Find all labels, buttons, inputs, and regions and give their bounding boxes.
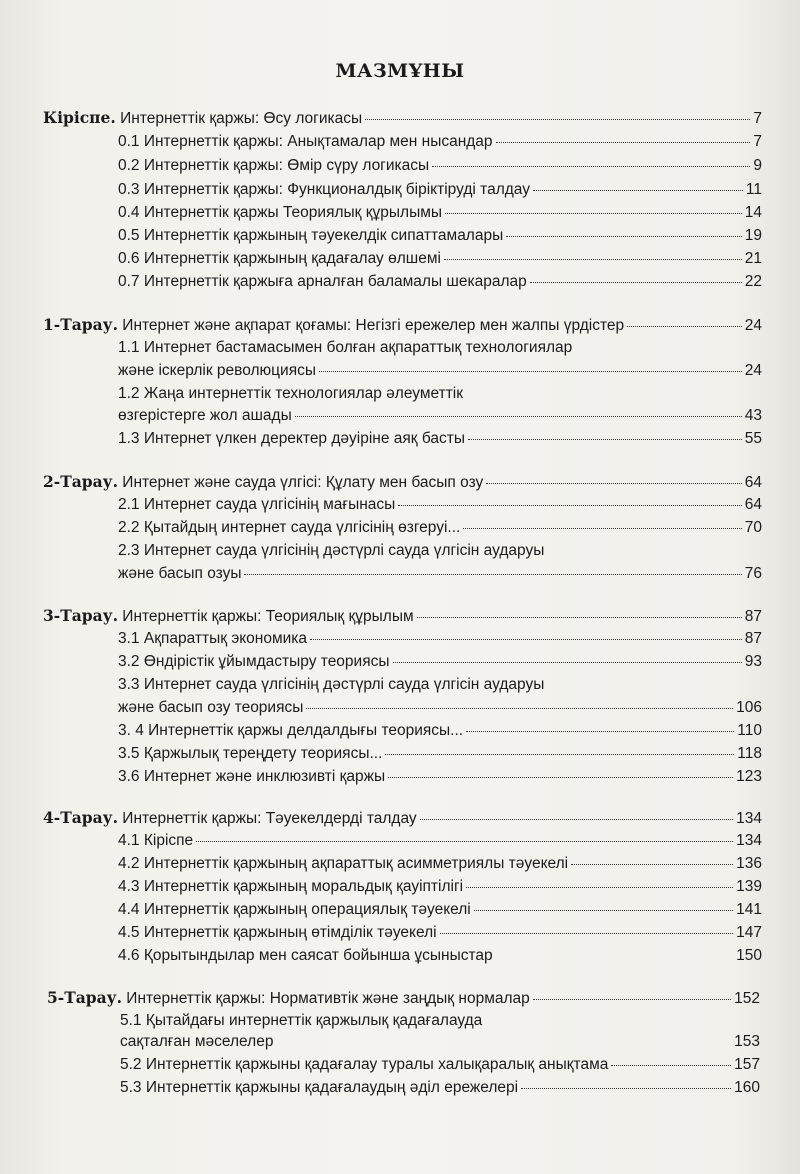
page-number: 7 <box>753 110 762 127</box>
toc-entry[interactable] <box>118 226 762 246</box>
page-number: 153 <box>734 1033 760 1050</box>
page-number: 21 <box>744 250 762 267</box>
leader-dots <box>310 639 742 640</box>
toc-entry[interactable] <box>118 946 762 966</box>
toc-entry[interactable] <box>118 406 762 426</box>
entry-title-line-2: және басып озуы <box>118 565 242 582</box>
page-number: 139 <box>736 878 762 895</box>
leader-dots <box>611 1065 731 1066</box>
entry-title: 2.2 Қытайдың интернет сауда үлгісінің өзгеруі... <box>118 519 461 536</box>
page-number: 64 <box>744 496 762 513</box>
leader-dots <box>244 574 741 575</box>
page-number: 22 <box>744 273 762 290</box>
toc-entry[interactable] <box>118 854 762 874</box>
page-number: 106 <box>736 699 762 716</box>
toc-entry[interactable] <box>118 495 762 515</box>
toc-chapter-1[interactable] <box>43 315 762 336</box>
toc-chapter-3[interactable] <box>43 606 762 627</box>
entry-title: 0.1 Интернеттік қаржы: Анықтамалар мен нысандар <box>118 133 493 150</box>
toc-chapter-4[interactable] <box>43 808 762 829</box>
entry-title: 0.6 Интернеттік қаржының қадағалау өлшемі <box>118 250 441 267</box>
toc-entry[interactable] <box>118 361 762 381</box>
entry-title: 4.2 Интернеттік қаржының ақпараттық асимметриялы тәуекелі <box>118 855 569 872</box>
page-number: 9 <box>753 157 762 174</box>
chapter-prefix: 3-Тарау. <box>43 606 118 625</box>
entry-title: 0.3 Интернеттік қаржы: Функционалдық біріктіруді талдау <box>118 181 530 198</box>
toc-entry[interactable] <box>118 767 762 787</box>
leader-dots <box>533 190 743 191</box>
page-number: 152 <box>734 990 760 1007</box>
entry-title-line-1[interactable]: 2.3 Интернет сауда үлгісінің дәстүрлі сауда үлгісін аударуы <box>118 542 545 559</box>
chapter-prefix: 4-Тарау. <box>43 808 118 827</box>
leader-dots <box>388 777 733 778</box>
toc-entry[interactable] <box>118 652 762 672</box>
leader-dots <box>486 483 741 484</box>
page-number: 64 <box>744 474 762 491</box>
entry-title: 3.5 Қаржылық тереңдету теориясы... <box>118 745 383 762</box>
entry-title: 4.5 Интернеттік қаржының өтімділік тәуекелі <box>118 924 437 941</box>
toc-chapter-2[interactable] <box>43 472 762 493</box>
entry-title: 5.2 Интернеттік қаржыны қадағалау туралы халықаралық анықтама <box>120 1056 609 1073</box>
page-number: 70 <box>744 519 762 536</box>
page-number: 134 <box>736 810 762 827</box>
toc-entry[interactable] <box>118 272 762 292</box>
entry-title: 0.7 Интернеттік қаржыға арналған баламалы шекаралар <box>118 273 527 290</box>
leader-dots <box>444 259 742 260</box>
page-number: 43 <box>744 407 762 424</box>
toc-entry[interactable] <box>118 831 762 851</box>
entry-title: 0.4 Интернеттік қаржы Теориялық құрылымы <box>118 204 443 221</box>
toc-entry[interactable] <box>118 203 762 223</box>
entry-title: 3.1 Ақпараттық экономика <box>118 630 308 647</box>
leader-dots <box>295 416 742 417</box>
chapter-prefix: 2-Тарау. <box>43 472 118 491</box>
toc-entry[interactable] <box>118 698 762 718</box>
leader-dots <box>420 819 733 820</box>
entry-title-line-2: және басып озу теориясы <box>118 699 304 716</box>
toc-entry[interactable] <box>118 180 762 200</box>
page-number: 118 <box>737 745 762 762</box>
leader-dots <box>276 1042 731 1043</box>
toc-entry[interactable] <box>118 132 762 152</box>
leader-dots <box>506 236 742 237</box>
toc-entry[interactable] <box>120 1032 760 1052</box>
toc-entry[interactable] <box>118 877 762 897</box>
page-number: 136 <box>736 855 762 872</box>
leader-dots <box>398 505 741 506</box>
leader-dots <box>466 887 733 888</box>
leader-dots <box>306 708 733 709</box>
page-number: 87 <box>744 630 762 647</box>
toc-chapter-intro[interactable] <box>43 108 762 129</box>
leader-dots <box>393 662 742 663</box>
entry-title: 4.4 Интернеттік қаржының операциялық тәуекелі <box>118 901 471 918</box>
chapter-prefix: 1-Тарау. <box>43 315 118 334</box>
entry-title: 3. 4 Интернеттік қаржы делдалдығы теориясы... <box>118 722 464 739</box>
page-number: 134 <box>736 832 762 849</box>
toc-chapter-5[interactable] <box>47 988 760 1009</box>
leader-dots <box>385 754 734 755</box>
entry-title: 4.1 Кіріспе <box>118 832 194 849</box>
leader-dots <box>496 956 733 957</box>
leader-dots <box>365 119 750 120</box>
entry-title: 4.3 Интернеттік қаржының моральдық қауіптілігі <box>118 878 464 895</box>
leader-dots <box>571 864 733 865</box>
entry-title: 3.2 Өндірістік ұйымдастыру теориясы <box>118 653 390 670</box>
entry-title-line-1[interactable]: 3.3 Интернет сауда үлгісінің дәстүрлі сауда үлгісін аударуы <box>118 676 545 693</box>
leader-dots <box>417 617 742 618</box>
entry-title-line-2: сақталған мәселелер <box>120 1033 274 1050</box>
leader-dots <box>466 731 734 732</box>
entry-title-line-2: өзгерістерге жол ашады <box>118 407 292 424</box>
page-number: 160 <box>734 1079 760 1096</box>
leader-dots <box>533 999 731 1000</box>
entry-title: 0.2 Интернеттік қаржы: Өмір сүру логикасы <box>118 157 430 174</box>
chapter-title: Интернеттік қаржы: Теориялық құрылым <box>118 608 414 625</box>
leader-dots <box>432 166 750 167</box>
chapter-prefix: Кіріспе. <box>43 108 116 127</box>
entry-title: 2.1 Интернет сауда үлгісінің мағынасы <box>118 496 396 513</box>
leader-dots <box>468 439 742 440</box>
page-number: 150 <box>736 947 762 964</box>
leader-dots <box>474 910 733 911</box>
entry-title: 3.6 Интернет және инклюзивті қаржы <box>118 768 386 785</box>
toc-entry[interactable] <box>118 249 762 269</box>
toc-entry[interactable] <box>118 900 762 920</box>
toc-entry[interactable] <box>118 518 762 538</box>
page-number: 110 <box>737 722 762 739</box>
toc-entry[interactable] <box>118 721 762 741</box>
entry-title: 4.6 Қорытындылар мен саясат бойынша ұсыныстар <box>118 947 493 964</box>
leader-dots <box>196 841 733 842</box>
page-number: 7 <box>753 133 762 150</box>
page-number: 76 <box>744 565 762 582</box>
chapter-title: Интернет және сауда үлгісі: Құлату мен басып озу <box>118 474 484 491</box>
page-number: 93 <box>744 653 762 670</box>
toc-entry[interactable] <box>120 1055 760 1075</box>
entry-title-line-1[interactable]: 1.1 Интернет бастамасымен болған ақпараттық технологиялар <box>118 339 573 356</box>
entry-title-line-2: және іскерлік революциясы <box>118 362 316 379</box>
page-number: 123 <box>736 768 762 785</box>
chapter-title: Интернеттік қаржы: Тәуекелдерді талдау <box>118 810 417 827</box>
toc-entry[interactable] <box>120 1078 760 1098</box>
chapter-title: Интернет және ақпарат қоғамы: Негізгі ережелер мен жалпы үрдістер <box>118 317 625 334</box>
page-number: 141 <box>736 901 762 918</box>
leader-dots <box>627 326 742 327</box>
leader-dots <box>445 213 742 214</box>
leader-dots <box>530 282 742 283</box>
page-number: 14 <box>744 204 762 221</box>
page-number: 147 <box>736 924 762 941</box>
leader-dots <box>496 142 751 143</box>
toc-entry[interactable] <box>118 629 762 649</box>
toc-entry[interactable] <box>118 923 762 943</box>
entry-title: 1.3 Интернет үлкен деректер дәуіріне аяқ басты <box>118 430 466 447</box>
toc-entry[interactable] <box>118 744 762 764</box>
entry-title-line-1[interactable]: 5.1 Қытайдағы интернеттік қаржылық қадағалауда <box>120 1012 483 1029</box>
chapter-prefix: 5-Тарау. <box>47 988 122 1007</box>
chapter-title: Интернеттік қаржы: Өсу логикасы <box>115 110 363 127</box>
page-number: 87 <box>744 608 762 625</box>
leader-dots <box>319 371 742 372</box>
page-number: 11 <box>745 181 762 198</box>
page-number: 55 <box>744 430 762 447</box>
toc-entry[interactable] <box>118 156 762 176</box>
page-number: 157 <box>734 1056 760 1073</box>
leader-dots <box>521 1088 731 1089</box>
toc-entry[interactable] <box>118 429 762 449</box>
entry-title: 5.3 Интернеттік қаржыны қадағалаудың әділ ережелері <box>120 1079 519 1096</box>
page-number: 24 <box>744 362 762 379</box>
chapter-title: Интернеттік қаржы: Нормативтік және заңдық нормалар <box>122 990 530 1007</box>
entry-title-line-1[interactable]: 1.2 Жаңа интернеттік технологиялар әлеуметтік <box>118 385 464 402</box>
entry-title: 0.5 Интернеттік қаржының тәуекелдік сипаттамалары <box>118 227 504 244</box>
page-number: 19 <box>744 227 762 244</box>
toc-entry[interactable] <box>118 564 762 584</box>
page-number: 24 <box>744 317 762 334</box>
leader-dots <box>440 933 734 934</box>
page-title: МАЗМҰНЫ <box>335 60 465 82</box>
leader-dots <box>463 528 741 529</box>
